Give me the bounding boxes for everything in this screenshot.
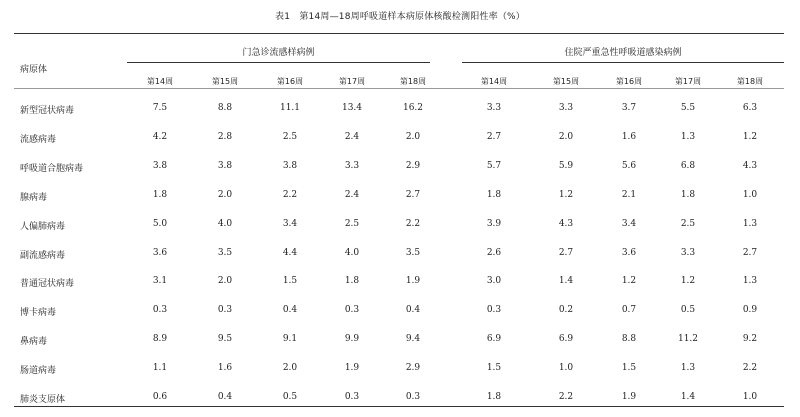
in-rate-cell: 0.7	[621, 305, 637, 316]
out-rate-cell: 3.6	[152, 247, 168, 258]
out-rate-cell: 13.4	[341, 103, 363, 113]
week-header-in-2: 第15周	[552, 77, 580, 86]
in-rate-cell: 2.7	[558, 247, 574, 258]
out-rate-cell: 1.8	[344, 276, 360, 287]
out-rate-cell: 0.4	[405, 305, 421, 316]
out-rate-cell: 2.4	[344, 189, 360, 200]
in-rate-cell: 2.0	[558, 131, 574, 142]
pathogen-name: 副流感病毒	[20, 250, 66, 261]
table-row	[0, 103, 800, 123]
out-rate-cell: 2.0	[282, 363, 298, 374]
out-rate-cell: 2.2	[405, 218, 421, 229]
week-header-out-4: 第17周	[338, 77, 366, 86]
in-rate-cell: 2.2	[742, 363, 758, 374]
in-rate-cell: 1.4	[558, 276, 574, 287]
in-rate-cell: 1.3	[742, 276, 758, 287]
out-rate-cell: 0.6	[152, 392, 168, 402]
out-rate-cell: 2.5	[282, 131, 298, 142]
table-row	[0, 219, 800, 239]
table-row	[0, 161, 800, 181]
in-rate-cell: 2.7	[742, 247, 758, 258]
out-rate-cell: 2.7	[405, 189, 421, 200]
out-rate-cell: 3.8	[282, 160, 298, 171]
in-rate-cell: 1.0	[742, 392, 758, 402]
in-rate-cell: 2.6	[486, 247, 502, 258]
out-rate-cell: 1.5	[282, 276, 298, 287]
in-rate-cell: 8.8	[621, 334, 637, 345]
out-rate-cell: 0.4	[282, 305, 298, 316]
in-rate-cell: 2.5	[680, 218, 696, 229]
header-rule	[14, 88, 784, 89]
in-rate-cell: 1.6	[621, 131, 637, 142]
out-rate-cell: 0.3	[344, 392, 360, 402]
out-rate-cell: 0.4	[217, 392, 233, 402]
in-rate-cell: 1.8	[486, 189, 502, 200]
pathogen-name: 人偏肺病毒	[20, 221, 66, 232]
in-rate-cell: 1.0	[558, 363, 574, 374]
out-rate-cell: 8.9	[152, 334, 168, 345]
out-rate-cell: 3.5	[217, 247, 233, 258]
in-rate-cell: 2.1	[621, 189, 637, 200]
pathogen-name: 肺炎支原体	[20, 395, 66, 405]
out-rate-cell: 7.5	[152, 103, 168, 113]
in-rate-cell: 1.3	[680, 131, 696, 142]
table-caption: 表1 第14周—18周呼吸道样本病原体核酸检测阳性率（%）	[275, 12, 525, 22]
out-rate-cell: 2.2	[282, 189, 298, 200]
out-rate-cell: 3.1	[152, 276, 168, 287]
out-rate-cell: 4.4	[282, 247, 298, 258]
out-rate-cell: 2.9	[405, 160, 421, 171]
pathogen-name: 博卡病毒	[20, 308, 57, 319]
in-rate-cell: 3.4	[621, 218, 637, 229]
out-rate-cell: 4.2	[152, 131, 168, 142]
outpatient-group-header: 门急诊流感样病例	[242, 48, 315, 58]
in-rate-cell: 6.8	[680, 160, 696, 171]
in-rate-cell: 1.2	[558, 189, 574, 200]
pathogen-name: 肠道病毒	[20, 366, 57, 377]
in-rate-cell: 3.3	[680, 247, 696, 258]
out-rate-cell: 3.8	[152, 160, 168, 171]
in-rate-cell: 11.2	[677, 334, 699, 345]
out-rate-cell: 3.5	[405, 247, 421, 258]
out-rate-cell: 8.8	[217, 103, 233, 113]
pathogen-column-header: 病原体	[20, 65, 48, 75]
in-rate-cell: 3.3	[486, 103, 502, 113]
in-rate-cell: 5.7	[486, 160, 502, 171]
out-rate-cell: 2.0	[405, 131, 421, 142]
pathogen-name: 腺病毒	[20, 192, 48, 203]
table-row	[0, 363, 800, 383]
out-rate-cell: 1.6	[217, 363, 233, 374]
table-row	[0, 248, 800, 268]
week-header-in-3: 第16周	[615, 77, 643, 86]
out-rate-cell: 1.9	[405, 276, 421, 287]
in-rate-cell: 3.0	[486, 276, 502, 287]
out-rate-cell: 1.9	[344, 363, 360, 374]
bottom-rule	[14, 406, 784, 407]
in-rate-cell: 1.3	[742, 218, 758, 229]
in-rate-cell: 1.4	[680, 392, 696, 402]
table-row	[0, 334, 800, 354]
outpatient-group-rule	[127, 62, 430, 63]
out-rate-cell: 5.0	[152, 218, 168, 229]
table-row	[0, 276, 800, 296]
out-rate-cell: 11.1	[279, 103, 301, 113]
in-rate-cell: 1.8	[486, 392, 502, 402]
table-row	[0, 190, 800, 210]
out-rate-cell: 0.3	[405, 392, 421, 402]
in-rate-cell: 6.9	[558, 334, 574, 345]
in-rate-cell: 1.2	[742, 131, 758, 142]
out-rate-cell: 9.4	[405, 334, 421, 345]
in-rate-cell: 5.9	[558, 160, 574, 171]
week-header-out-2: 第15周	[211, 77, 239, 86]
in-rate-cell: 9.2	[742, 334, 758, 345]
out-rate-cell: 2.9	[405, 363, 421, 374]
inpatient-group-rule	[462, 62, 784, 63]
week-header-in-5: 第18周	[736, 77, 764, 86]
out-rate-cell: 2.8	[217, 131, 233, 142]
in-rate-cell: 4.3	[742, 160, 758, 171]
table-row	[0, 392, 800, 412]
table-row	[0, 305, 800, 325]
in-rate-cell: 0.2	[558, 305, 574, 316]
in-rate-cell: 1.0	[742, 189, 758, 200]
in-rate-cell: 6.9	[486, 334, 502, 345]
out-rate-cell: 9.5	[217, 334, 233, 345]
pathogen-name: 流感病毒	[20, 134, 57, 145]
out-rate-cell: 0.3	[344, 305, 360, 316]
in-rate-cell: 2.2	[558, 392, 574, 402]
in-rate-cell: 1.2	[680, 276, 696, 287]
week-header-in-1: 第14周	[480, 77, 508, 86]
in-rate-cell: 1.8	[680, 189, 696, 200]
out-rate-cell: 1.1	[152, 363, 168, 374]
table-row	[0, 132, 800, 152]
out-rate-cell: 0.3	[152, 305, 168, 316]
out-rate-cell: 1.8	[152, 189, 168, 200]
in-rate-cell: 0.3	[486, 305, 502, 316]
week-header-in-4: 第17周	[674, 77, 702, 86]
pathogen-name: 呼吸道合胞病毒	[20, 163, 84, 174]
in-rate-cell: 2.7	[486, 131, 502, 142]
pathogen-name: 新型冠状病毒	[20, 106, 75, 116]
in-rate-cell: 5.5	[680, 103, 696, 113]
in-rate-cell: 1.2	[621, 276, 637, 287]
out-rate-cell: 2.0	[217, 276, 233, 287]
out-rate-cell: 9.1	[282, 334, 298, 345]
in-rate-cell: 0.9	[742, 305, 758, 316]
in-rate-cell: 1.3	[680, 363, 696, 374]
out-rate-cell: 3.8	[217, 160, 233, 171]
out-rate-cell: 2.4	[344, 131, 360, 142]
inpatient-group-header: 住院严重急性呼吸道感染病例	[564, 48, 682, 58]
out-rate-cell: 0.5	[282, 392, 298, 402]
in-rate-cell: 0.5	[680, 305, 696, 316]
in-rate-cell: 3.6	[621, 247, 637, 258]
week-header-out-5: 第18周	[399, 77, 427, 86]
out-rate-cell: 2.0	[217, 189, 233, 200]
pathogen-name: 鼻病毒	[20, 337, 48, 348]
week-header-out-1: 第14周	[146, 77, 174, 86]
out-rate-cell: 0.3	[217, 305, 233, 316]
top-rule	[14, 33, 784, 34]
in-rate-cell: 6.3	[742, 103, 758, 113]
in-rate-cell: 3.7	[621, 103, 637, 113]
pathogen-name: 普通冠状病毒	[20, 279, 75, 290]
in-rate-cell: 4.3	[558, 218, 574, 229]
week-header-out-3: 第16周	[276, 77, 304, 86]
in-rate-cell: 5.6	[621, 160, 637, 171]
out-rate-cell: 16.2	[402, 103, 424, 113]
in-rate-cell: 3.3	[558, 103, 574, 113]
in-rate-cell: 3.9	[486, 218, 502, 229]
out-rate-cell: 9.9	[344, 334, 360, 345]
out-rate-cell: 2.5	[344, 218, 360, 229]
out-rate-cell: 3.4	[282, 218, 298, 229]
in-rate-cell: 1.9	[621, 392, 637, 402]
out-rate-cell: 4.0	[344, 247, 360, 258]
out-rate-cell: 3.3	[344, 160, 360, 171]
out-rate-cell: 4.0	[217, 218, 233, 229]
in-rate-cell: 1.5	[486, 363, 502, 374]
in-rate-cell: 1.5	[621, 363, 637, 374]
